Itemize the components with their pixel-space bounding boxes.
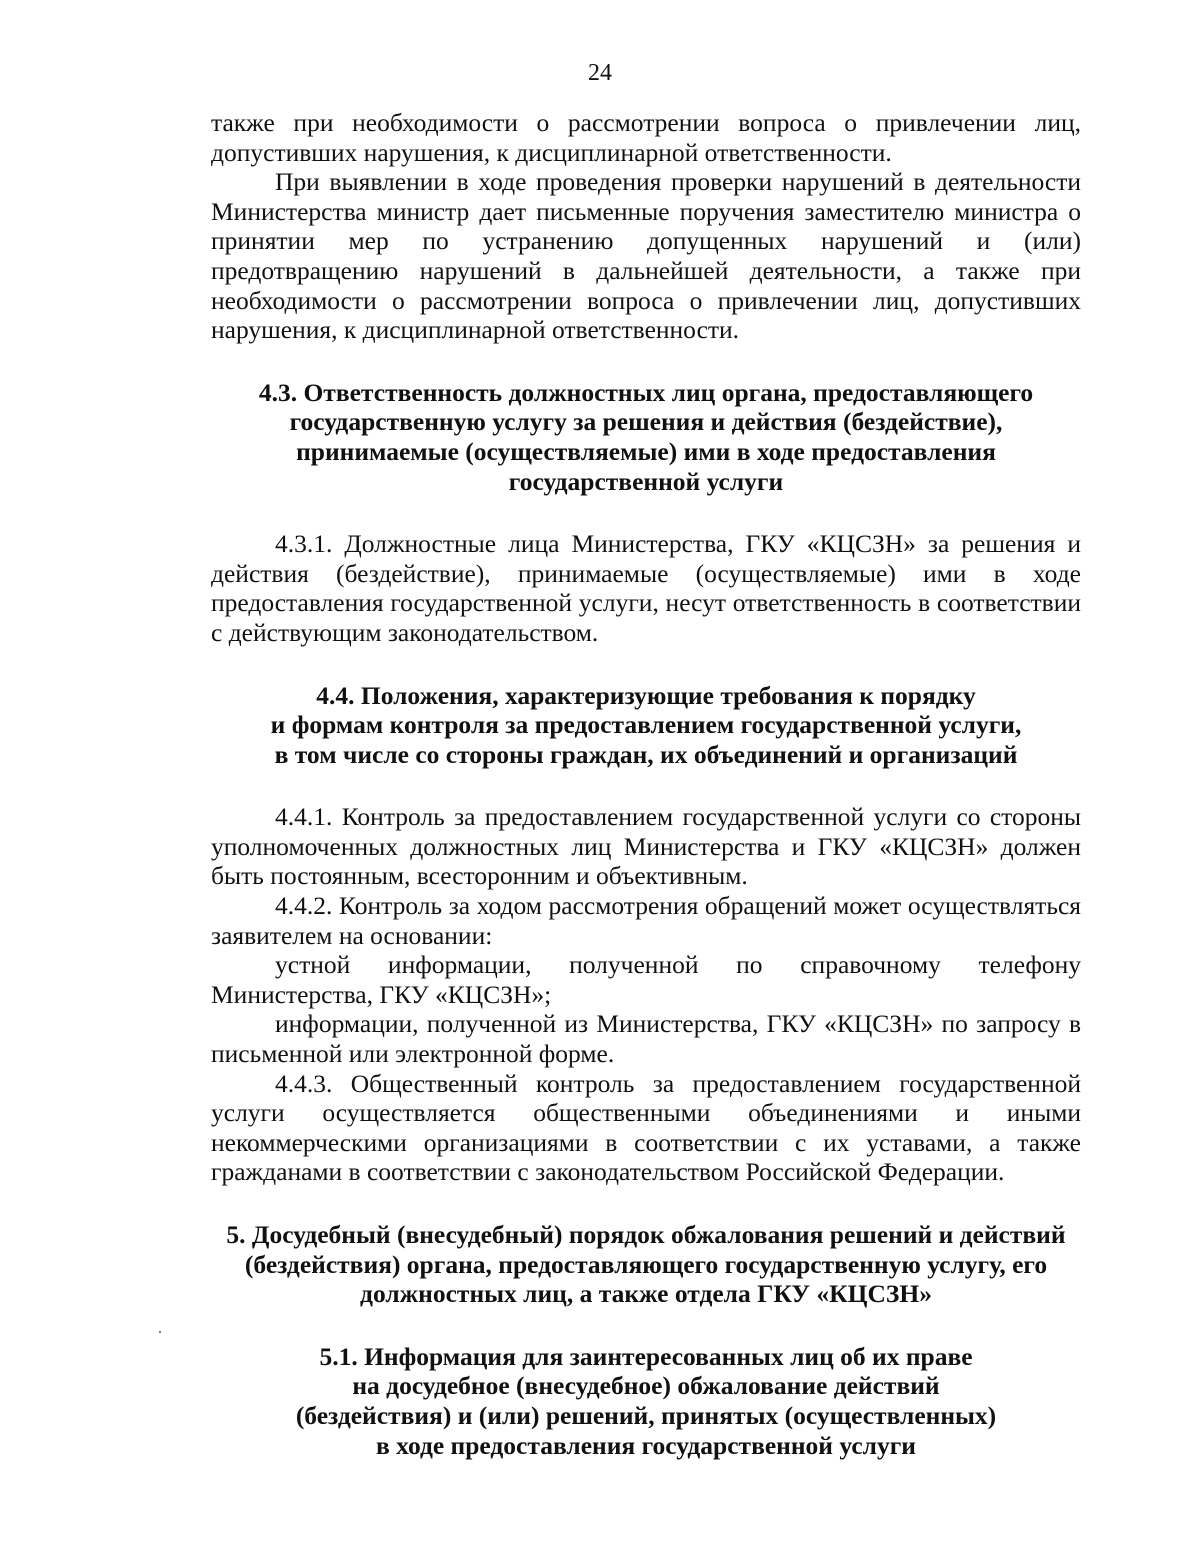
heading-line: государственной услуги bbox=[508, 466, 784, 496]
paragraph-written-info: информации, полученной из Министерства, ГКУ «КЦСЗН» по запросу в письменной или электронной форме. bbox=[211, 1009, 1081, 1069]
heading-line: 5.1. Информация для заинтересованных лиц об их праве bbox=[319, 1341, 973, 1371]
paragraph-oral-info: устной информации, полученной по справочному телефону Министерства, ГКУ «КЦСЗН»; bbox=[211, 950, 1081, 1009]
heading-line: должностных лиц, а также отдела ГКУ «КЦСЗН» bbox=[360, 1279, 932, 1309]
paragraph-4-4-3: 4.4.3. Общественный контроль за предоставлением государственной услуги осуществляется общественными объединениями и иными некоммерческими организациями в соответствии с их уставами, а также гражданами в соответствии с законодательством Российской Федерации. bbox=[211, 1068, 1081, 1187]
page-body bbox=[211, 108, 1081, 1460]
paragraph-4-4-1: 4.4.1. Контроль за предоставлением государственной услуги со стороны уполномоченных должностных лиц Министерства и ГКУ «КЦСЗН» должен быть постоянным, всесторонним и объективным. bbox=[211, 802, 1081, 891]
scan-speck bbox=[159, 1331, 161, 1333]
paragraph-violations: При выявлении в ходе проведения проверки нарушений в деятельности Министерства министр дает письменные поручения заместителю министра о принятии мер по устранению допущенных нарушений и (или) предотвращению нарушений в дальнейшей деятельности, а также при необходимости о рассмотрении вопроса о привлечении лиц, допустивших нарушения, к дисциплинарной ответственности. bbox=[211, 167, 1081, 345]
section-heading-4-4 bbox=[211, 681, 1081, 770]
heading-line: 5. Досудебный (внесудебный) порядок обжалования решений и действий bbox=[226, 1220, 1066, 1249]
paragraph-continuation: также при необходимости о рассмотрении вопроса о привлечении лиц, допустивших нарушения, к дисциплинарной ответственности. bbox=[211, 108, 1081, 167]
heading-line: 4.3. Ответственность должностных лиц органа, предоставляющего bbox=[258, 377, 1034, 407]
heading-line: (бездействия) и (или) решений, принятых (осуществленных) bbox=[295, 1400, 997, 1430]
section-heading-5-1 bbox=[211, 1342, 1081, 1460]
heading-line: государственную услугу за решения и действия (бездействие), bbox=[289, 407, 1003, 437]
section-heading-5 bbox=[211, 1220, 1081, 1309]
heading-line: (бездействия) органа, предоставляющего государственную услугу, его bbox=[244, 1249, 1048, 1279]
heading-line: 4.4. Положения, характеризующие требования к порядку bbox=[316, 680, 976, 710]
paragraph-4-3-1: 4.3.1. Должностные лица Министерства, ГКУ «КЦСЗН» за решения и действия (бездействие), принимаемые (осуществляемые) ими в ходе предоставления государственной услуги, несут ответственность в соответствии с действующим законодательством. bbox=[211, 529, 1081, 647]
heading-line: в ходе предоставления государственной услуги bbox=[376, 1430, 916, 1460]
page-number: 24 bbox=[588, 60, 612, 86]
heading-line: в том числе со стороны граждан, их объединений и организаций bbox=[274, 739, 1018, 769]
heading-line: принимаемые (осуществляемые) ими в ходе предоставления bbox=[296, 436, 996, 466]
paragraph-4-4-2: 4.4.2. Контроль за ходом рассмотрения обращений может осуществляться заявителем на основании: bbox=[211, 891, 1081, 950]
heading-line: на досудебное (внесудебное) обжалование действий bbox=[352, 1371, 940, 1401]
section-heading-4-3 bbox=[211, 378, 1081, 496]
heading-line: и формам контроля за предоставлением государственной услуги, bbox=[270, 710, 1022, 740]
